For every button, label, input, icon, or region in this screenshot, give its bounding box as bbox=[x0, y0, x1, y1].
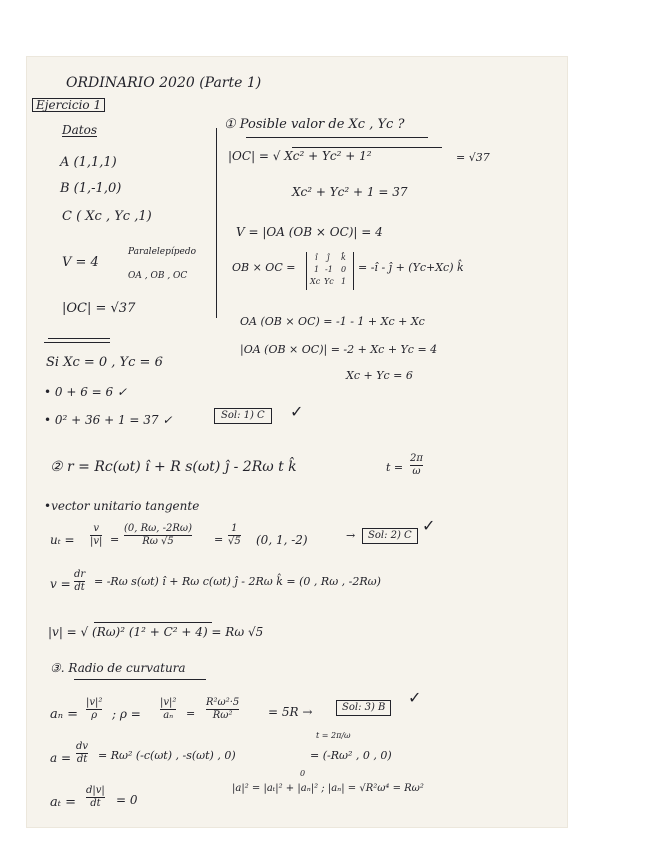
rho-f2-num: R²ω²·5 bbox=[206, 697, 240, 708]
check-line3: • 0² + 36 + 1 = 37 ✓ bbox=[44, 413, 173, 427]
rho-num: |v|² bbox=[160, 697, 177, 708]
part1-line7: Xc + Yc = 6 bbox=[346, 369, 413, 382]
check-line1: Si Xc = 0 , Yc = 6 bbox=[46, 355, 163, 370]
ut-frac-3 bbox=[228, 524, 241, 547]
an-frac bbox=[86, 698, 102, 721]
arrow-2: → bbox=[346, 529, 356, 542]
part1-line1: |OC| = √ Xc² + Yc² + 1² bbox=[228, 149, 372, 163]
acceleration-magnitude: |a|² = |aₜ|² + |aₙ|² ; |aₙ| = √R²ω⁴ = Rω² bbox=[232, 783, 424, 794]
root-bar-1 bbox=[292, 147, 442, 148]
part1-line4a: OB × OC = bbox=[232, 261, 296, 274]
period-den: ω bbox=[412, 466, 421, 477]
det-j: ĵ bbox=[327, 253, 330, 262]
rho-lhs: ; ρ = bbox=[112, 707, 141, 721]
det-r3c3: 1 bbox=[341, 277, 347, 286]
v-lhs: v = bbox=[50, 577, 71, 591]
point-a: A (1,1,1) bbox=[60, 155, 117, 170]
equals-1: = bbox=[110, 533, 120, 546]
ut-frac-2 bbox=[124, 524, 192, 547]
part1-line1b: = √37 bbox=[456, 151, 490, 164]
solution-1-tick: ✓ bbox=[290, 402, 304, 421]
rho-frac-2 bbox=[206, 698, 239, 721]
rho-den: aₙ bbox=[163, 710, 174, 721]
ut-f2-num: (0, Rω, -2Rω) bbox=[124, 523, 192, 534]
ut-frac-1 bbox=[90, 524, 102, 547]
part1-line6: |OA (OB × OC)| = -2 + Xc + Yc = 4 bbox=[240, 343, 438, 356]
ut-f3-num: 1 bbox=[231, 523, 238, 534]
part1-line4b: = -î - ĵ + (Yc+Xc) k̂ bbox=[358, 261, 464, 274]
an-lhs: aₙ = bbox=[50, 707, 79, 722]
part3-heading-underline bbox=[74, 679, 206, 680]
velocity-magnitude: |v| = √ (Rω)² (1² + C² + 4) = Rω √5 bbox=[48, 625, 264, 639]
det-i: î bbox=[315, 253, 318, 262]
column-divider bbox=[216, 128, 217, 318]
root-bar-2 bbox=[94, 622, 212, 623]
determinant bbox=[306, 252, 354, 290]
exercise-label: Ejercicio 1 bbox=[32, 98, 105, 112]
volume-note-1: Paralelepípedo bbox=[128, 247, 197, 257]
solution-3-tick: ✓ bbox=[408, 688, 422, 707]
point-c: C ( Xc , Yc ,1) bbox=[62, 209, 152, 224]
ut-f1-den: |v| bbox=[90, 536, 103, 547]
v-frac bbox=[74, 570, 85, 593]
det-r2c1: 1 bbox=[314, 265, 320, 274]
acceleration-result: = (-Rω² , 0 , 0) bbox=[310, 749, 392, 762]
an-den: ρ bbox=[91, 710, 98, 721]
section-separator-2 bbox=[44, 342, 110, 343]
oc-magnitude: |OC| = √37 bbox=[62, 301, 136, 316]
a-frac bbox=[76, 742, 88, 765]
part1-heading-underline bbox=[246, 137, 428, 138]
ut-lhs: uₜ = bbox=[50, 533, 75, 547]
at-den: dt bbox=[90, 798, 101, 809]
part1-line3: V = |OA (OB × OC)| = 4 bbox=[236, 225, 383, 239]
a-den: dt bbox=[76, 754, 88, 765]
solution-2-box: Sol: 2) C bbox=[362, 528, 418, 544]
check-line2: • 0 + 6 = 6 ✓ bbox=[44, 385, 128, 399]
point-b: B (1,-1,0) bbox=[60, 181, 122, 196]
velocity-line: = -Rω s(ωt) î + Rω c(ωt) ĵ - 2Rω k̂ = (0 , Rω , -2Rω) bbox=[94, 575, 381, 588]
volume-note-2: OA , OB , OC bbox=[128, 271, 188, 281]
rho-frac bbox=[160, 698, 176, 721]
acceleration-line: = Rω² (-c(ωt) , -s(ωt) , 0) bbox=[98, 749, 236, 762]
det-k: k̂ bbox=[341, 253, 346, 262]
a-num: dv bbox=[76, 741, 89, 752]
unit-tangent-heading: •vector unitario tangente bbox=[44, 499, 200, 513]
solution-1-box: Sol: 1) C bbox=[214, 408, 272, 424]
volume-eq: V = 4 bbox=[62, 255, 99, 270]
solution-2-tick: ✓ bbox=[422, 516, 436, 535]
det-r2c3: 0 bbox=[341, 265, 347, 274]
equals-3: = bbox=[186, 707, 196, 720]
datos-heading: Datos bbox=[62, 123, 97, 137]
part3-heading: ③. Radio de curvatura bbox=[50, 661, 186, 675]
at-lhs: aₜ = bbox=[50, 795, 76, 810]
section-separator bbox=[48, 338, 110, 339]
equals-2: = bbox=[214, 533, 224, 546]
rho-result: = 5R → bbox=[268, 705, 313, 719]
page-title: ORDINARIO 2020 (Parte 1) bbox=[66, 75, 262, 91]
part2-position: ② r = Rc(ωt) î + R s(ωt) ĵ - 2Rω t k̂ bbox=[50, 459, 297, 475]
a-lhs: a = bbox=[50, 751, 72, 765]
an-num: |v|² bbox=[86, 697, 103, 708]
det-r3c2: Yc bbox=[324, 277, 334, 286]
v-den: dt bbox=[74, 582, 85, 593]
ut-result: (0, 1, -2) bbox=[256, 533, 308, 547]
period-num: 2π bbox=[410, 453, 423, 464]
ut-f3-den: √5 bbox=[228, 536, 241, 547]
ut-f1-num: v bbox=[93, 523, 100, 534]
det-r3c1: Xc bbox=[310, 277, 321, 286]
amod-zero-note: 0 bbox=[300, 769, 306, 778]
part1-line5: OA (OB × OC) = -1 - 1 + Xc + Xc bbox=[240, 315, 425, 328]
at-result: = 0 bbox=[116, 793, 138, 807]
period-fraction bbox=[410, 454, 423, 477]
rho-f2-den: Rω² bbox=[212, 710, 233, 721]
part1-line2: Xc² + Yc² + 1 = 37 bbox=[292, 185, 408, 199]
ut-f2-den: Rω √5 bbox=[142, 536, 174, 547]
at-frac bbox=[86, 786, 105, 809]
acceleration-t-note: t = 2π/ω bbox=[316, 731, 351, 740]
solution-3-box: Sol: 3) B bbox=[336, 700, 391, 716]
period-label: t = bbox=[386, 461, 404, 474]
det-r2c2: -1 bbox=[325, 265, 333, 274]
part1-heading: ① Posible valor de Xc , Yc ? bbox=[224, 117, 405, 132]
at-num: d|v| bbox=[86, 785, 105, 796]
v-num: dr bbox=[74, 569, 86, 580]
